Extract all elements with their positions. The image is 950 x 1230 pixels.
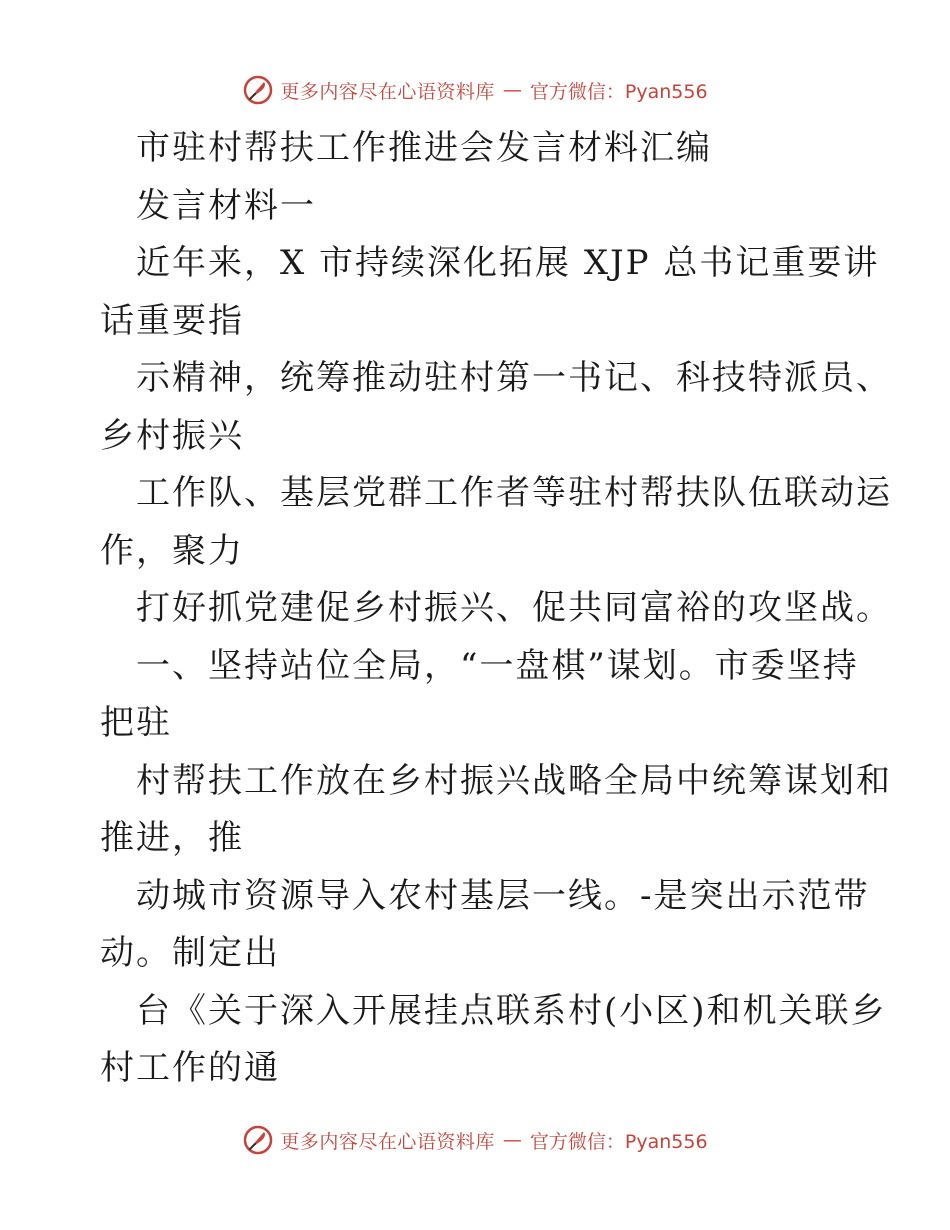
header-banner-content xyxy=(242,74,707,106)
document-line: 作，聚力 xyxy=(100,530,244,571)
footer-banner-content xyxy=(242,1124,707,1156)
header-banner xyxy=(0,70,950,110)
banner-title: 更多内容尽在心语资料库 xyxy=(280,1130,495,1153)
document-line: 发言材料一 xyxy=(136,185,316,226)
document-line: 动城市资源导入农村基层一线。-是突出示范带 xyxy=(136,875,870,916)
document-line: 市驻村帮扶工作推进会发言材料汇编 xyxy=(136,128,712,168)
document-line: 打好抓党建促乡村振兴、促共同富裕的攻坚战。 xyxy=(136,588,892,628)
document-line: 话重要指 xyxy=(100,300,244,341)
document-body xyxy=(100,120,892,1098)
document-line: 近年来，X 市持续深化拓展 XJP 总书记重要讲 xyxy=(136,243,880,283)
document-line: 乡村振兴 xyxy=(100,415,244,456)
document-line: 一、坚持站位全局，“一盘棋”谋划。市委坚持 xyxy=(136,645,859,686)
banner-contact: 官方微信：Pyan556 xyxy=(529,80,708,103)
document-line: 示精神，统筹推动驻村第一书记、科技特派员、 xyxy=(136,358,892,398)
document-line: 推进，推 xyxy=(100,818,244,858)
document-line: 村工作的通 xyxy=(100,1048,280,1088)
banner-separator: — xyxy=(502,79,522,101)
footer-banner xyxy=(0,1120,950,1160)
document-line: 工作队、基层党群工作者等驻村帮扶队伍联动运 xyxy=(136,473,892,513)
banner-separator: — xyxy=(502,1129,522,1151)
feather-pen-logo-icon xyxy=(242,74,274,106)
feather-pen-logo-icon xyxy=(242,1124,274,1156)
banner-contact: 官方微信：Pyan556 xyxy=(529,1130,708,1153)
document-line: 村帮扶工作放在乡村振兴战略全局中统筹谋划和 xyxy=(136,760,892,801)
document-line: 把驻 xyxy=(100,703,172,743)
document-line: 台《关于深入开展挂点联系村(小区)和机关联乡 xyxy=(136,990,887,1031)
banner-title: 更多内容尽在心语资料库 xyxy=(280,80,495,103)
document-line: 动。制定出 xyxy=(100,933,280,973)
